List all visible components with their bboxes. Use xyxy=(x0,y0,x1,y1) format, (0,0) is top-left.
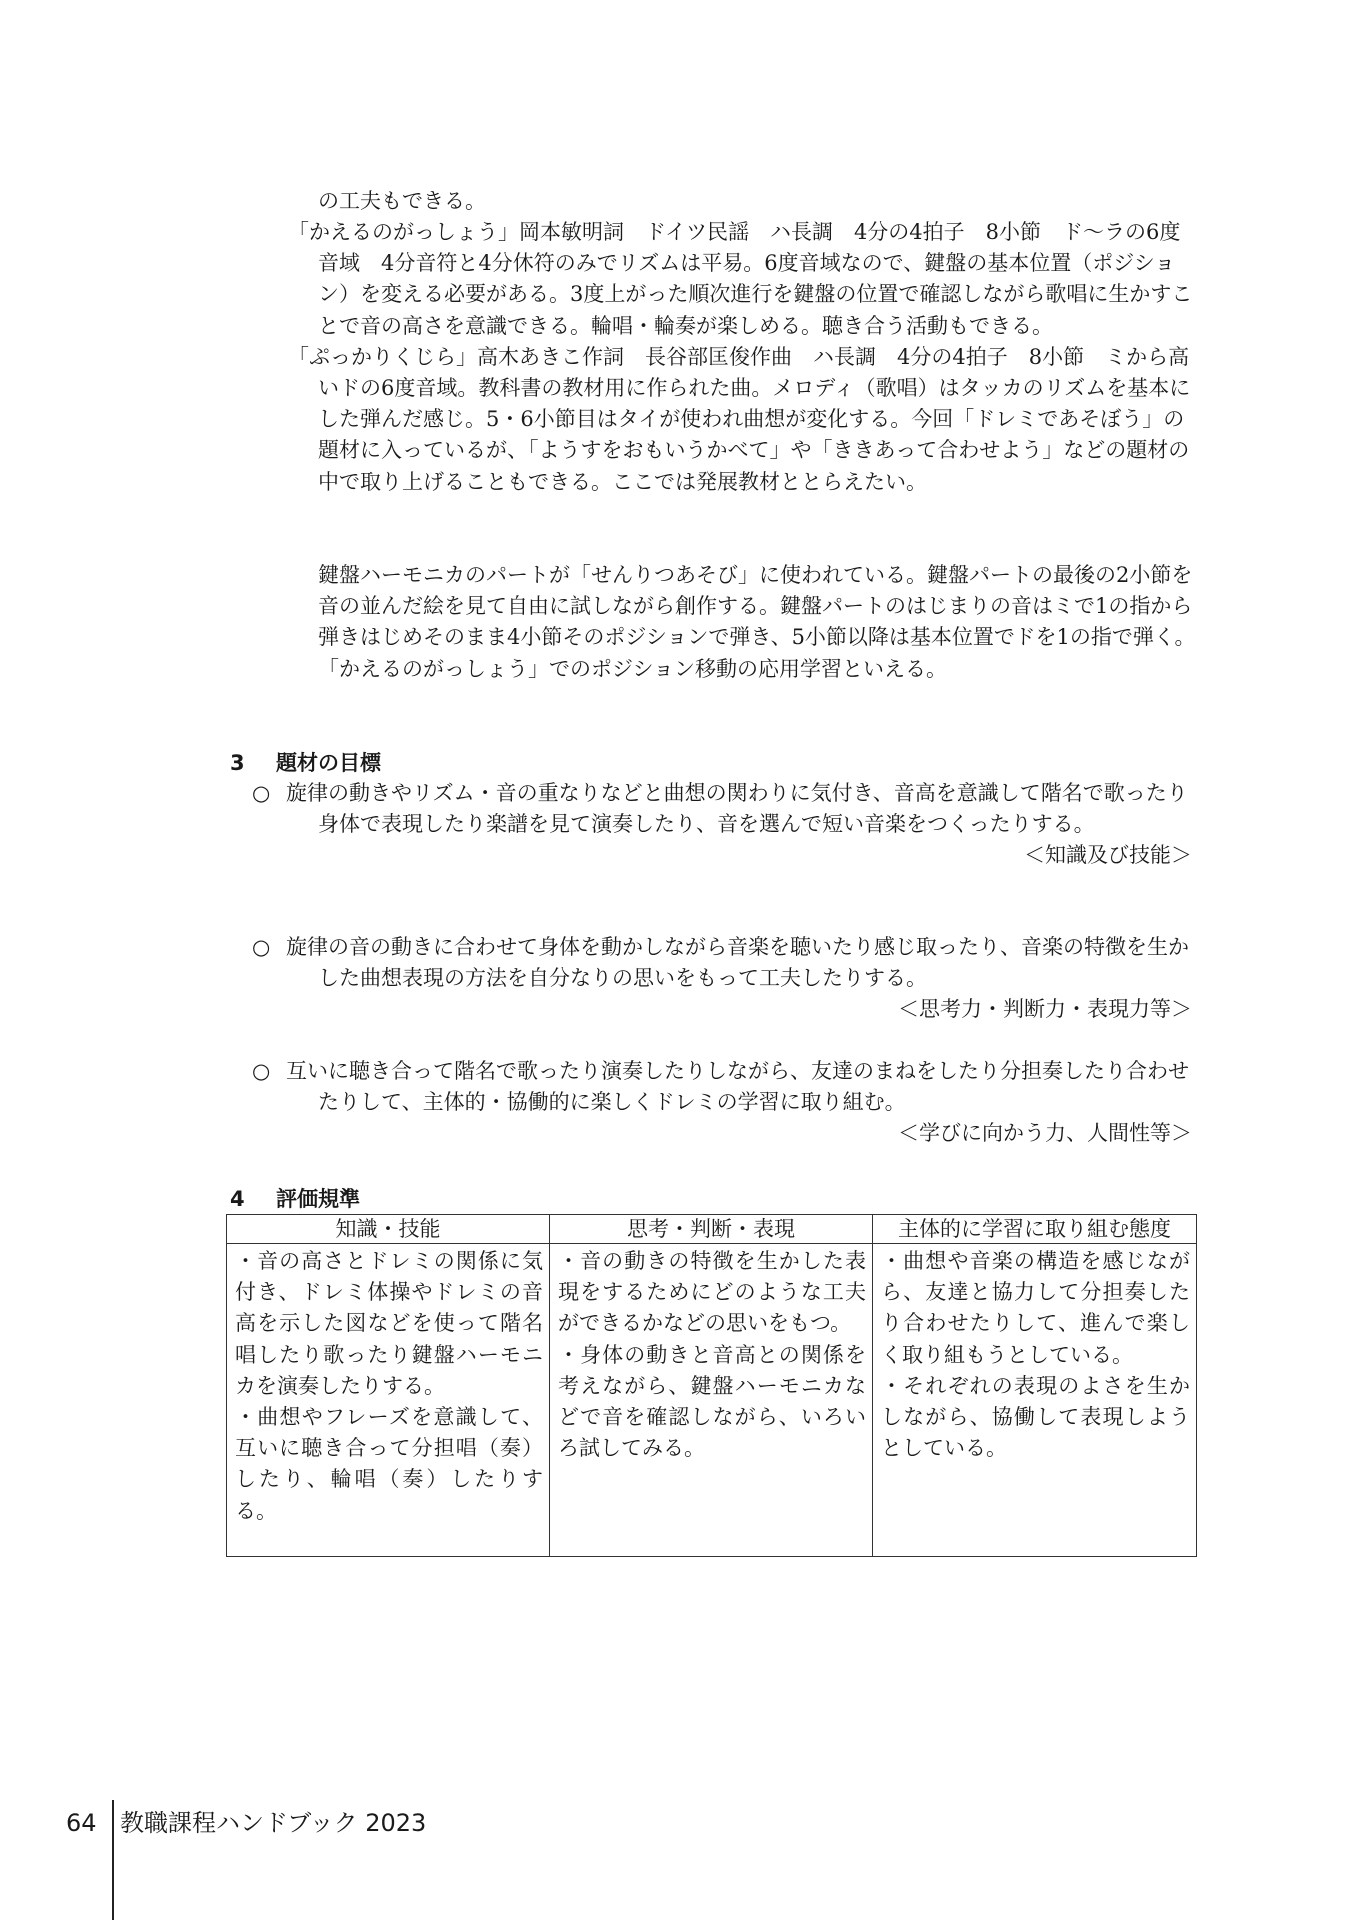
section-4-number: 4 xyxy=(230,1187,245,1211)
continued-text xyxy=(318,186,1200,217)
goal-knowledge xyxy=(252,778,1200,872)
page-footer xyxy=(66,1808,427,1838)
publication-title: 教職課程ハンドブック 2023 xyxy=(120,1809,427,1837)
goal-bullet: ○ xyxy=(252,781,271,805)
goal-category: ＜思考力・判断力・表現力等＞ xyxy=(898,997,1192,1022)
cell-knowledge-skills: ・音の高さとドレミの関係に気付き、ドレミ体操やドレミの音高を示した図などを使って階名唱したり歌ったり鍵盤ハーモニカを演奏したりする。 ・曲想やフレーズを意識して、互いに聴き合って分担唱（奏）したり、輪唱（奏）したりする。 xyxy=(227,1244,550,1557)
section-3-title: 題材の目標 xyxy=(276,751,381,775)
continued-line: の工夫もできる。 xyxy=(318,189,486,213)
song-list xyxy=(288,217,1200,498)
goal-category: ＜学びに向かう力、人間性等＞ xyxy=(898,1121,1192,1146)
footer-divider xyxy=(112,1800,114,1920)
goal-text: 旋律の動きやリズム・音の重なりなどと曲想の関わりに気付き、音高を意識して階名で歌ったり身体で表現したり楽譜を見て演奏したり、音を選んで短い音楽をつくったりする。 xyxy=(286,781,1188,837)
header-proactive-attitude: 主体的に学習に取り組む態度 xyxy=(873,1215,1197,1244)
goal-bullet: ○ xyxy=(252,1059,271,1083)
page-number: 64 xyxy=(66,1809,97,1837)
song-description-kaeru: 「かえるのがっしょう」岡本敏明詞 ドイツ民謡 ハ長調 4分の4拍子 8小節 ド〜ラの6度音域 4分音符と4分休符のみでリズムは平易。6度音域なので、鍵盤の基本位置（ポジション）を変える必要がある。3度上がった順次進行を鍵盤の位置で確認しながら歌唱に生かすことで音の高さを意識できる。輪唱・輪奏が楽しめる。聴き合う活動もできる。 xyxy=(288,220,1193,338)
extra-paragraph: 鍵盤ハーモニカのパートが「せんりつあそび」に使われている。鍵盤パートの最後の2小節を音の並んだ絵を見て自由に試しながら創作する。鍵盤パートのはじまりの音はミで1の指から弾きはじめそのまま4小節そのポジションで弾き、5小節以降は基本位置でドを1の指で弾く。「かえるのがっしょう」でのポジション移動の応用学習といえる。 xyxy=(318,563,1196,681)
table-row xyxy=(227,1244,1197,1557)
section-4-title: 評価規準 xyxy=(276,1187,360,1211)
evaluation-criteria-table xyxy=(226,1214,1197,1557)
section-4-heading xyxy=(230,1184,360,1214)
goal-attitude xyxy=(252,1056,1200,1150)
goal-thinking xyxy=(252,932,1200,1026)
section-3-heading xyxy=(230,748,381,778)
goal-bullet: ○ xyxy=(252,935,271,959)
goal-text: 旋律の音の動きに合わせて身体を動かしながら音楽を聴いたり感じ取ったり、音楽の特徴を生かした曲想表現の方法を自分なりの思いをもって工夫したりする。 xyxy=(286,935,1189,991)
goal-category: ＜知識及び技能＞ xyxy=(1024,843,1192,868)
cell-thinking-judgment-expression: ・音の動きの特徴を生かした表現をするためにどのような工夫ができるかなどの思いをもつ。 ・身体の動きと音高との関係を考えながら、鍵盤ハーモニカなどで音を確認しながら、いろいろ試してみる。 xyxy=(550,1244,873,1557)
song-description-pukkari: 「ぷっかりくじら」高木あきこ作詞 長谷部匡俊作曲 ハ長調 4分の4拍子 8小節 ミから高いドの6度音域。教科書の教材用に作られた曲。メロディ（歌唱）はタッカのリズムを基本にした弾んだ感じ。5・6小節目はタイが使われ曲想が変化する。今回「ドレミであそぼう」の題材に入っているが、「ようすをおもいうかべて」や「ききあって合わせよう」などの題材の中で取り上げることもできる。ここでは発展教材ととらえたい。 xyxy=(288,344,1191,494)
goal-text: 互いに聴き合って階名で歌ったり演奏したりしながら、友達のまねをしたり分担奏したり合わせたりして、主体的・協働的に楽しくドレミの学習に取り組む。 xyxy=(286,1059,1189,1115)
header-thinking-judgment-expression: 思考・判断・表現 xyxy=(550,1215,873,1244)
cell-proactive-attitude: ・曲想や音楽の構造を感じながら、友達と協力して分担奏したり合わせたりして、進んで楽しく取り組もうとしている。 ・それぞれの表現のよさを生かしながら、協働して表現しようとしている。 xyxy=(873,1244,1197,1557)
extra-paragraph-block xyxy=(318,560,1200,685)
section-3-number: 3 xyxy=(230,751,245,775)
table-header-row xyxy=(227,1215,1197,1244)
header-knowledge-skills: 知識・技能 xyxy=(227,1215,550,1244)
